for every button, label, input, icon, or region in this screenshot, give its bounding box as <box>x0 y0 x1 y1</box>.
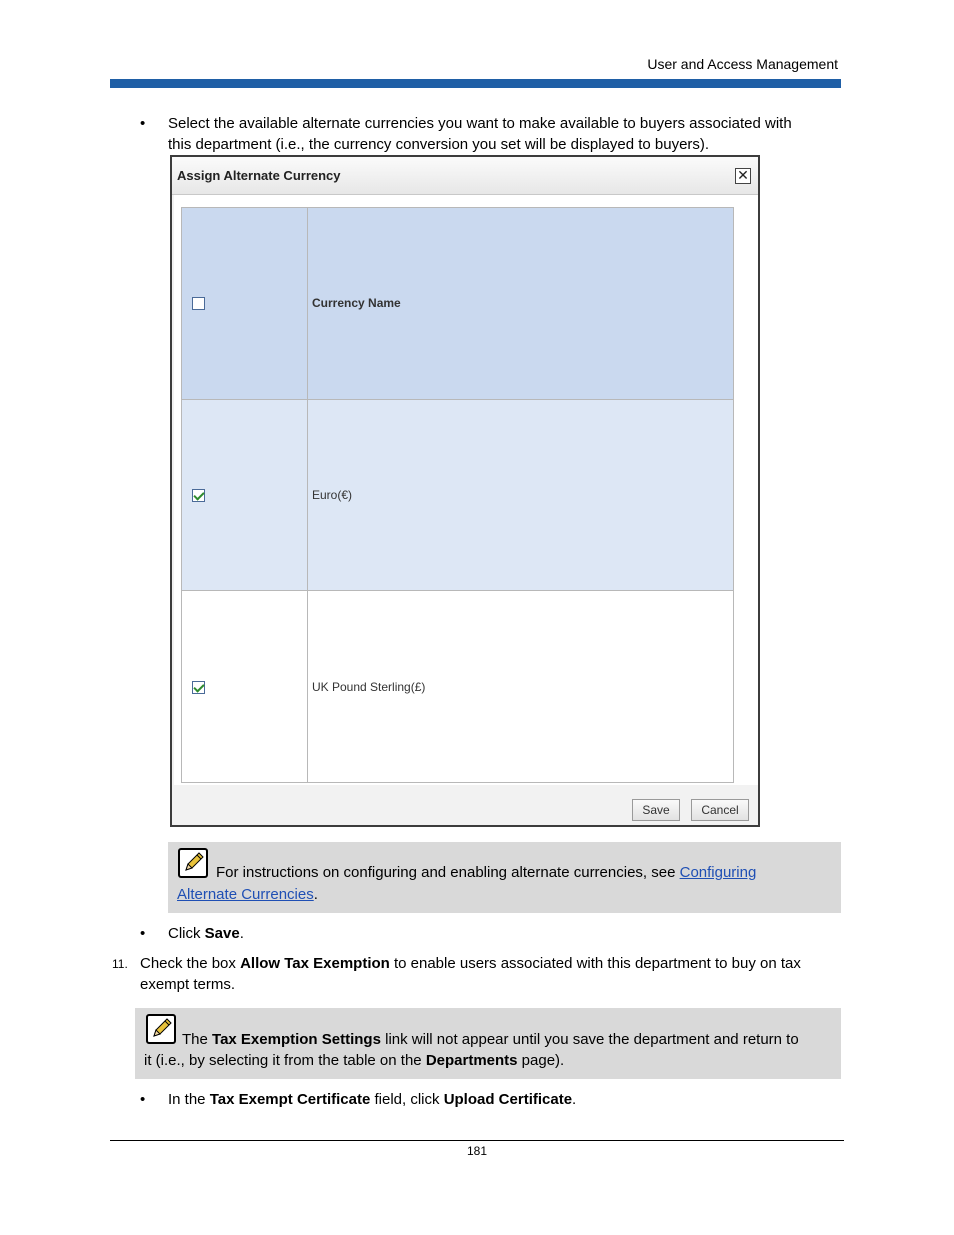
note-text-start: For instructions on configuring and enabling alternate currencies, see <box>216 864 680 881</box>
note-bold-departments: Departments <box>425 1052 518 1069</box>
note-text-end: . <box>313 886 318 903</box>
table-row <box>182 591 734 783</box>
currency-table <box>181 207 734 783</box>
bullet-prefix: In the <box>168 1091 210 1108</box>
gbp-checkbox[interactable] <box>192 681 205 694</box>
header-rule <box>110 79 841 88</box>
bullet-glyph: • <box>140 115 146 132</box>
note-text <box>182 1029 837 1051</box>
dialog-body <box>174 195 758 785</box>
step-prefix: Check the box <box>140 955 241 972</box>
bullet-bold: Save <box>204 925 240 942</box>
note-text-line2 <box>144 1050 834 1072</box>
bullet-text-line2: this department (i.e., the currency conversion you set will be displayed to buyers). <box>168 136 710 153</box>
bullet-bold-action: Upload Certificate <box>443 1091 573 1108</box>
currency-name-header: Currency Name <box>308 208 734 400</box>
currency-name-cell: UK Pound Sterling(£) <box>308 591 734 783</box>
running-header: User and Access Management <box>647 56 838 72</box>
bullet-bold-field: Tax Exempt Certificate <box>209 1091 371 1108</box>
close-icon[interactable]: ✕ <box>735 168 751 184</box>
bullet-end: . <box>239 925 244 942</box>
note-alternate-currencies <box>168 842 841 913</box>
table-row <box>182 399 734 591</box>
currency-name-cell: Euro(€) <box>308 399 734 591</box>
step-11-text <box>140 953 840 995</box>
cancel-button[interactable]: Cancel <box>691 799 749 821</box>
pencil-icon <box>178 848 208 878</box>
bullet-text <box>168 113 848 155</box>
alternate-currencies-link[interactable]: Alternate Currencies <box>177 886 314 903</box>
dialog-titlebar <box>172 157 758 195</box>
bullet-prefix: Click <box>168 925 205 942</box>
select-all-cell <box>182 208 308 400</box>
note-prefix: The <box>182 1031 213 1048</box>
note-bold-settings: Tax Exemption Settings <box>212 1031 381 1048</box>
dialog-title: Assign Alternate Currency <box>177 168 341 183</box>
note-tax-exemption <box>135 1008 841 1079</box>
note-line2-prefix: it (i.e., by selecting it from the table on the <box>144 1052 426 1069</box>
pencil-icon <box>146 1014 176 1044</box>
configuring-link[interactable]: Configuring <box>679 864 757 881</box>
note-line2-end: page). <box>517 1052 565 1069</box>
assign-currency-dialog <box>170 155 760 827</box>
euro-checkbox[interactable] <box>192 489 205 502</box>
bullet-glyph: • <box>140 925 146 942</box>
bullet-text-line1: Select the available alternate currencies you want to make available to buyers associated with <box>168 115 792 132</box>
note-text-line2 <box>177 884 318 906</box>
bullet-glyph: • <box>140 1091 146 1108</box>
table-header-row <box>182 208 734 400</box>
note-mid: link will not appear until you save the department and return to <box>380 1031 799 1048</box>
bullet-mid: field, click <box>370 1091 444 1108</box>
footer-rule <box>110 1140 844 1141</box>
save-button[interactable]: Save <box>632 799 680 821</box>
select-all-checkbox[interactable] <box>192 297 205 310</box>
page-number: 181 <box>466 1144 488 1158</box>
row-checkbox-cell <box>182 591 308 783</box>
step-line2: exempt terms. <box>140 976 236 993</box>
step-bold: Allow Tax Exemption <box>240 955 390 972</box>
step-number: 11. <box>112 957 128 971</box>
step-rest: to enable users associated with this department to buy on tax <box>389 955 801 972</box>
note-text <box>216 862 836 884</box>
bullet-text <box>168 1089 828 1110</box>
row-checkbox-cell <box>182 399 308 591</box>
bullet-text <box>168 923 468 944</box>
bullet-end: . <box>572 1091 577 1108</box>
